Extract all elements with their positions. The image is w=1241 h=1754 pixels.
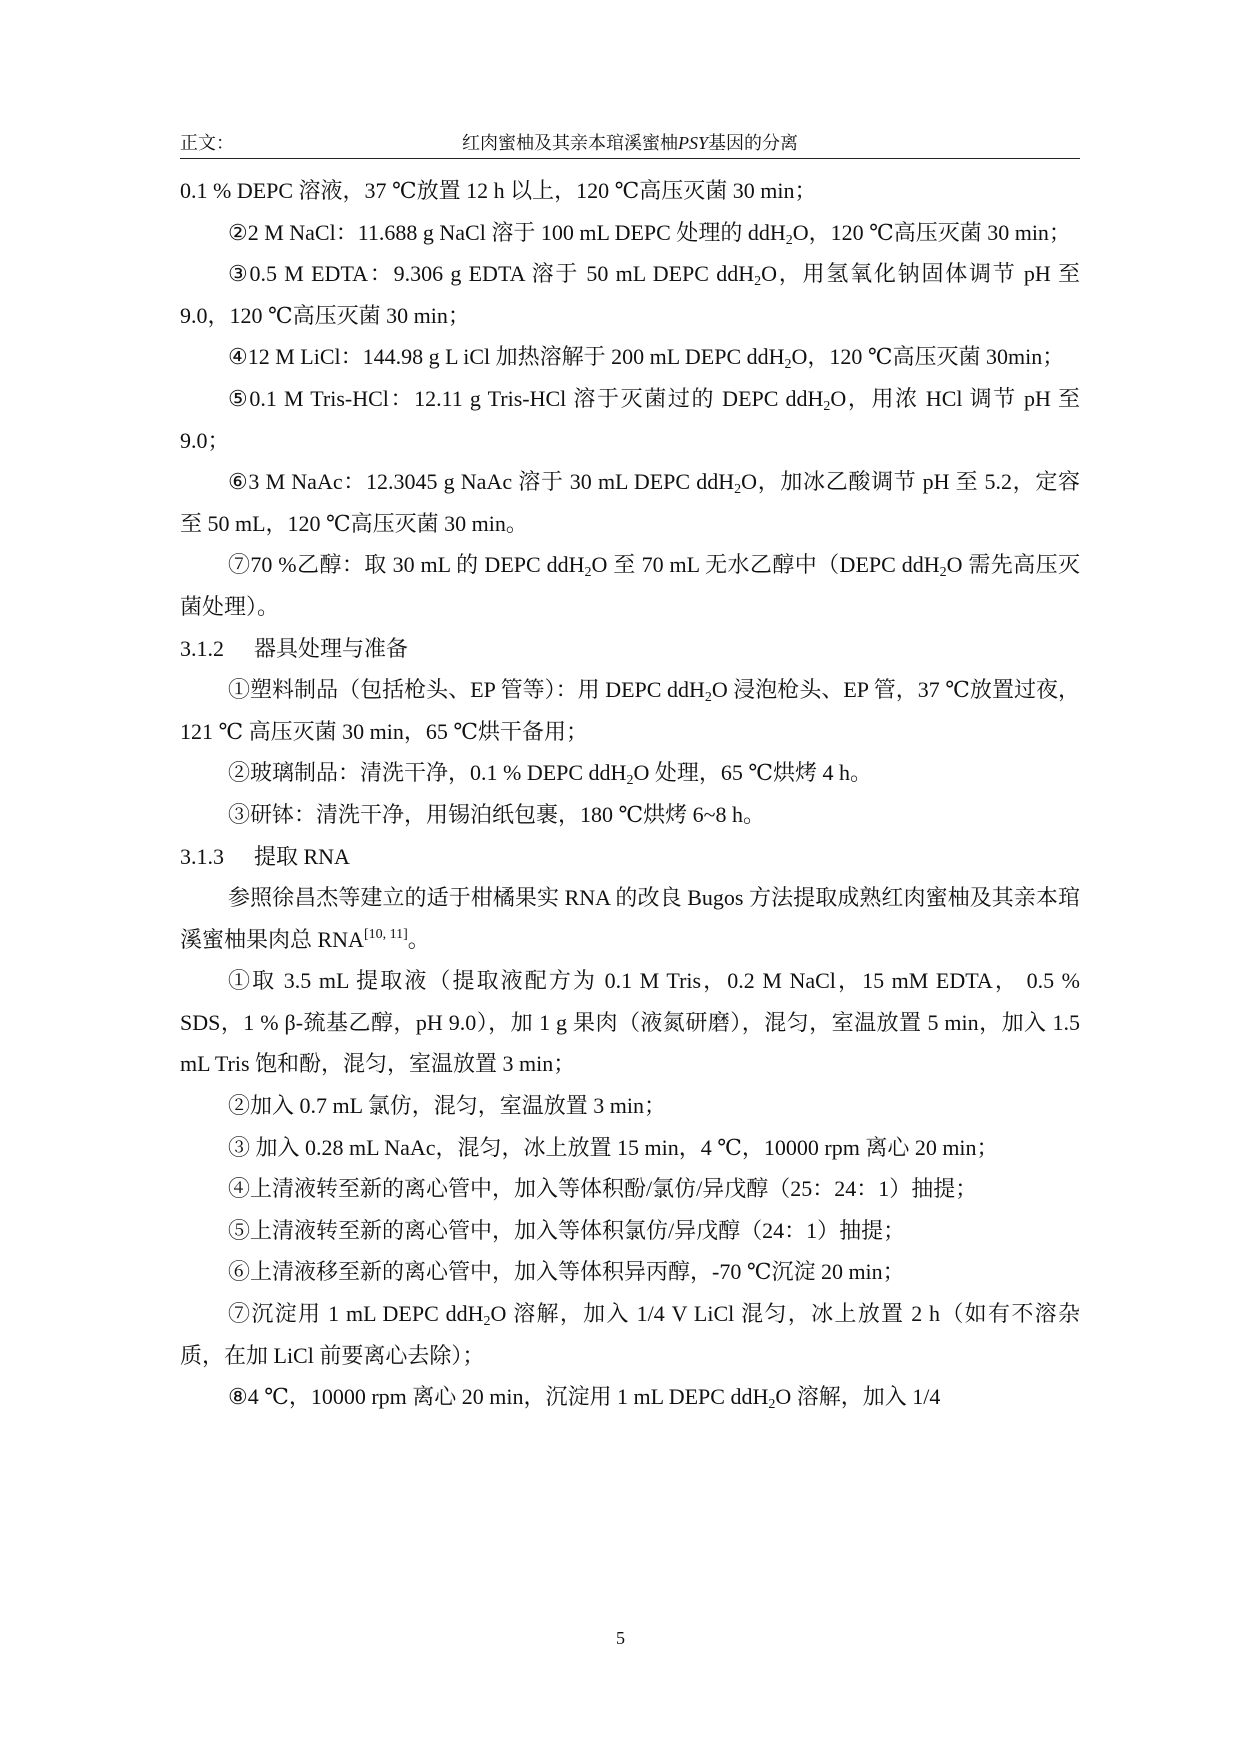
paragraph: ⑤0.1 M Tris-HCl：12.11 g Tris-HCl 溶于灭菌过的 DEPC ddH$_2$O，用浓 HCl 调节 pH 至 9.0； xyxy=(180,385,1080,453)
paragraph: 0.1 % DEPC 溶液，37 ℃放置 12 h 以上，120 ℃高压灭菌 30 min； xyxy=(180,178,817,203)
header-title-prefix: 红肉蜜柚及其亲本琯溪蜜柚 xyxy=(461,133,678,153)
paragraph: 参照徐昌杰等建立的适于柑橘果实 RNA 的改良 Bugos 方法提取成熟红肉蜜柚及其亲本琯溪蜜柚果肉总 RNA[10, 11]。 xyxy=(180,885,1080,952)
paragraph: ⑦70 %乙醇：取 30 mL 的 DEPC ddH$_2$O 至 70 mL 无水乙醇中（DEPC ddH$_2$O 需先高压灭菌处理）。 xyxy=(180,552,1081,619)
header-title xyxy=(180,132,1080,154)
paragraph: ③ 加入 0.28 mL NaAc，混匀，冰上放置 15 min，4 ℃，10000 rpm 离心 20 min； xyxy=(228,1134,999,1160)
paragraph: ③研钵：清洗干净，用锡泊纸包裹，180 ℃烘烤 6~8 h。 xyxy=(228,801,766,827)
body-text xyxy=(180,170,1080,1418)
paragraph: ④上清液转至新的离心管中，加入等体积酚/氯仿/异戊醇（25：24：1）抽提； xyxy=(228,1176,978,1202)
paragraph: ②2 M NaCl：11.688 g NaCl 溶于 100 mL DEPC 处理的 ddH$_2$O，120 ℃高压灭菌 30 min； xyxy=(228,219,1071,248)
paragraph: ⑧4 ℃，10000 rpm 离心 20 min，沉淀用 1 mL DEPC ddH$_2$O 溶解，加入 1/4 xyxy=(228,1384,941,1413)
header-title-suffix: 基因的分离 xyxy=(708,133,798,153)
paragraph: ②玻璃制品：清洗干净，0.1 % DEPC ddH$_2$O 处理，65 ℃烘烤 4 h。 xyxy=(228,760,872,789)
paragraph: ①塑料制品（包括枪头、EP 管等）：用 DEPC ddH$_2$O 浸泡枪头、EP 管，37 ℃放置过夜，121 ℃ 高压灭菌 30 min，65 ℃烘干备用； xyxy=(180,677,1081,744)
paragraph: ⑦沉淀用 1 mL DEPC ddH$_2$O 溶解，加入 1/4 V LiCl 混匀，冰上放置 2 h（如有不溶杂质，在加 LiCl 前要离心去除）； xyxy=(180,1301,1080,1368)
header-title-gene: PSY xyxy=(677,133,708,153)
paragraph: ①取 3.5 mL 提取液（提取液配方为 0.1 M Tris，0.2 M NaCl，15 mM EDTA， 0.5 % SDS，1 % β-巯基乙醇，pH 9.0），加 1 g 果肉（液氮研磨），混匀，室温放置 5 min，加入 1.5 mL Tris 饱和酚，混匀，室温放置 3 min； xyxy=(180,968,1080,1077)
section-number: 3.1.2 xyxy=(180,635,224,661)
paragraph: ⑥上清液移至新的离心管中，加入等体积异丙醇，-70 ℃沉淀 20 min； xyxy=(228,1259,905,1285)
header-label: 正文： xyxy=(180,133,234,153)
paragraph: ③0.5 M EDTA：9.306 g EDTA 溶于 50 mL DEPC ddH$_2$O，用氢氧化钠固体调节 pH 至 9.0，120 ℃高压灭菌 30 min； xyxy=(180,261,1080,328)
section-title: 提取 RNA xyxy=(254,843,350,869)
paragraph: ②加入 0.7 mL 氯仿，混匀，室温放置 3 min； xyxy=(228,1093,666,1119)
paragraph: ④12 M LiCl：144.98 g L iCl 加热溶解于 200 mL DEPC ddH$_2$O，120 ℃高压灭菌 30min； xyxy=(228,344,1065,373)
section-title: 器具处理与准备 xyxy=(254,635,409,661)
page-number: 5 xyxy=(616,1628,625,1648)
running-header xyxy=(180,132,1080,159)
section-heading xyxy=(180,836,1080,878)
section-heading xyxy=(180,628,1080,670)
section-number: 3.1.3 xyxy=(180,843,224,869)
paragraph: ⑤上清液转至新的离心管中，加入等体积氯仿/异戊醇（24：1）抽提； xyxy=(228,1217,906,1243)
paragraph: ⑥3 M NaAc：12.3045 g NaAc 溶于 30 mL DEPC ddH$_2$O，加冰乙酸调节 pH 至 5.2，定容至 50 mL，120 ℃高压灭菌 30 min。 xyxy=(180,469,1080,536)
